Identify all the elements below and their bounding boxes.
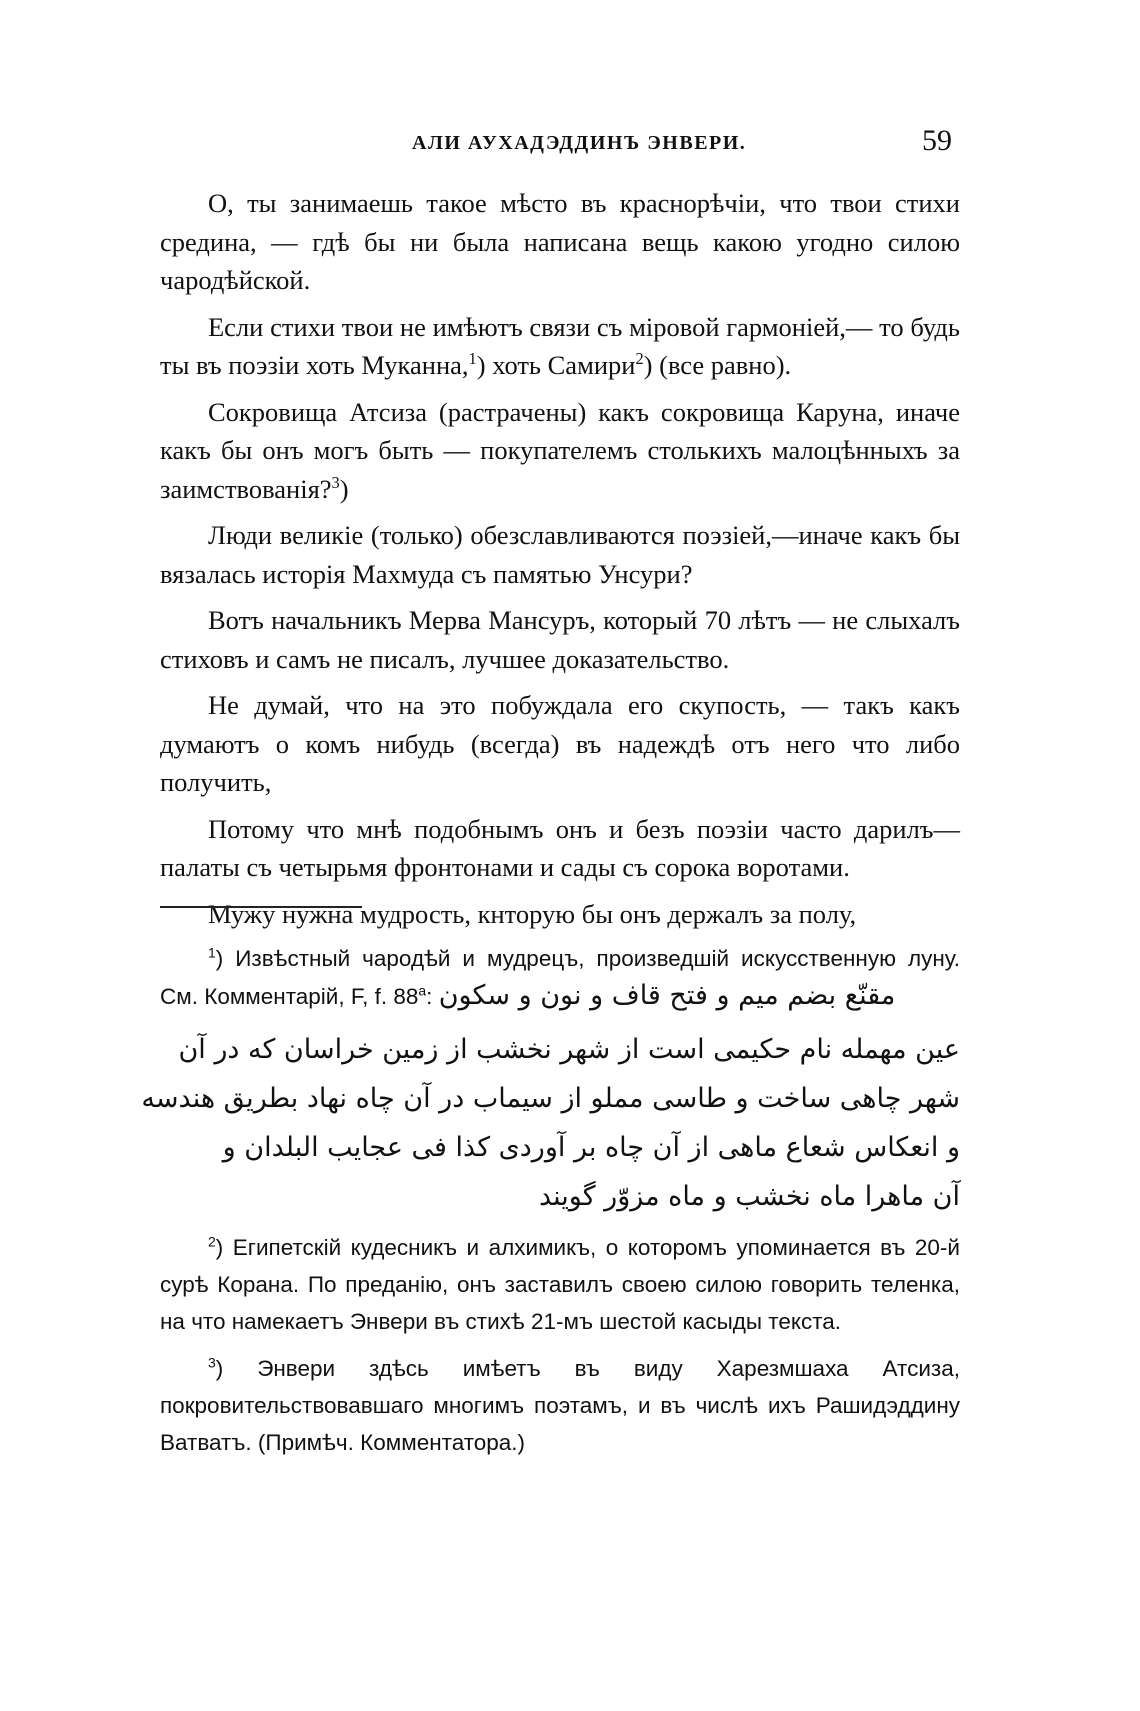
footnote-1 [160, 940, 960, 1015]
footnote-2 [160, 1229, 960, 1340]
paragraph-8: Мужу нужна мудрость, кнторую бы онъ держалъ за полу, [208, 898, 857, 929]
paragraph-7: Потому что мнѣ подобнымъ онъ и безъ поэзіи часто дарилъ— палаты съ четырьмя фронтонами и сады съ сорока воротами. [160, 813, 960, 882]
footnote-1-text: ) Извѣстный чародѣй и мудрецъ, произведшій искусственную луну. См. Комментарій, F, f. 88 [160, 946, 960, 1009]
footnote-rule [160, 906, 362, 908]
persian-line-3: شهر چاهى ساخت و طاسى مملو از سيماب در آن چاه نهاد بطريق هندسه [141, 1083, 960, 1114]
footnote-3 [160, 1350, 960, 1461]
paragraph-2-part-b: ) хоть Самири [476, 350, 636, 380]
footnote-1-persian-block [141, 1025, 960, 1221]
footnote-ref-3: 3 [331, 472, 340, 492]
paragraph-3 [160, 393, 960, 509]
paragraph-2 [160, 308, 960, 385]
footnote-ref-1: 1 [468, 349, 477, 369]
paragraph-6: Не думай, что на это побуждала его скупость, — такъ какъ думаютъ о комъ нибудь (всегда) въ надеждѣ отъ него что либо получить, [160, 690, 960, 797]
persian-line-5: آن ماهرا ماه نخشب و ماه مزوّر گويند [538, 1181, 960, 1212]
footnote-3-text: ) Энвери здѣсь имѣетъ въ виду Харезмшаха Атсиза, покровительствовавшаго многимъ поэтамъ, и въ числѣ ихъ Рашидэддину Ватватъ. (Примѣч. Комментатора.) [160, 1356, 960, 1455]
footnote-3-mark: 3 [208, 1354, 216, 1371]
paragraph-2-part-a: Если стихи твои не имѣютъ связи съ міровой гармоніей,— то будь ты въ поэзіи хоть Муканна, [160, 311, 960, 380]
paragraph-3-part-b: ) [339, 473, 349, 504]
paragraph-4: Люди великіе (только) обезславливаются поэзіей,—иначе какъ бы вязалась исторія Махмуда съ памятью Унсури? [160, 520, 960, 589]
footnote-1-persian-inline: مقنّع بضم ميم و فتح قاف و نون و سكون [438, 980, 896, 1011]
footnote-2-mark: 2 [208, 1233, 216, 1250]
page-number: 59 [922, 124, 952, 157]
paragraph-1: О, ты занимаешь такое мѣсто въ краснорѣчіи, что твои стихи средина, — гдѣ бы ни была написана вещь какою угодно силою чародѣйской. [160, 188, 960, 295]
paragraph-5: Вотъ начальникъ Мерва Мансуръ, который 70 лѣтъ — не слыхалъ стиховъ и самъ не писалъ, лучшее доказательство. [160, 605, 960, 674]
paragraph-2-part-c: ) (все равно). [643, 350, 792, 380]
footnotes [141, 940, 960, 1471]
persian-line-2: عين مهمله نام حكيمى است از شهر نخشب از زمين خراسان كه در آن [178, 1034, 960, 1065]
running-head [162, 124, 962, 164]
footnote-ref-2: 2 [635, 349, 644, 369]
footnote-1-folio-sup: a [418, 982, 427, 999]
footnote-1-mark: 1 [208, 944, 216, 961]
paragraph-3-part-a: Сокровища Атсиза (растрачены) какъ сокровища Каруна, иначе какъ бы онъ могъ быть — покупателемъ столькихъ малоцѣнныхъ за заимствованія? [160, 396, 960, 504]
persian-line-4: و انعكاس شعاع ماهى از آن چاه بر آوردى كذا فى عجايب البلدان و [222, 1132, 960, 1163]
running-title: АЛИ АУХАДЭДДИНЪ ЭНВЕРИ. [412, 132, 747, 154]
footnote-1-colon: : [426, 984, 433, 1009]
main-text [160, 184, 960, 941]
footnote-2-text: ) Египетскій кудесникъ и алхимикъ, о которомъ упоминается въ 20-й сурѣ Корана. По преданію, онъ заставилъ своею силою говорить теленка, на что намекаетъ Энвери въ стихѣ 21-мъ шестой касыды текста. [160, 1235, 960, 1334]
